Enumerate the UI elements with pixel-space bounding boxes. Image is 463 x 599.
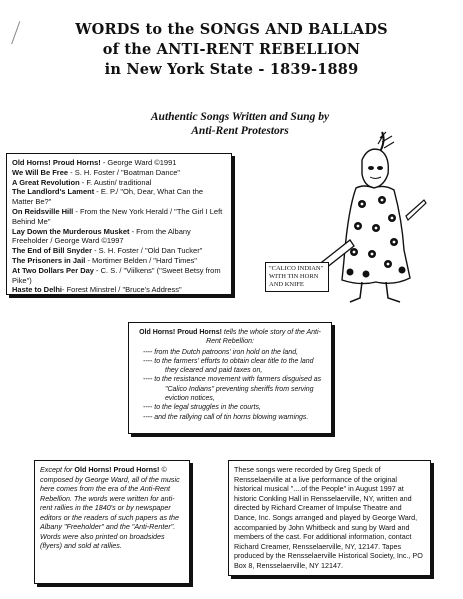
song-credit: - S. H. Foster / "Boatman Dance" <box>68 167 181 177</box>
story-intro-text: tells the whole story of the Anti-Rent Rebellion: <box>206 329 321 346</box>
subtitle-line-1: Authentic Songs Written and Sung by <box>150 111 330 123</box>
legs <box>350 282 400 302</box>
subtitle-line-2: Anti-Rent Protestors <box>191 125 289 137</box>
story-point: ---- to the legal struggles in the courts, <box>143 404 261 412</box>
song-credit: - George Ward ©1991 <box>100 158 177 167</box>
story-intro <box>135 328 325 347</box>
caption-line-1: "CALICO INDIAN" <box>269 265 324 272</box>
pen-mark <box>11 21 28 47</box>
song-credit: - From the Albany Freeholder / George Ward ©1997 <box>12 226 191 246</box>
story-point: ---- to the farmers' efforts to obtain clear title to the land they cleared and paid taxes on, <box>143 357 314 375</box>
song-title: The End of Bill Snyder <box>12 246 93 256</box>
music-origin-note <box>34 460 190 584</box>
song-item <box>12 227 226 247</box>
story-intro-title: Old Horns! Proud Horns! <box>139 329 222 336</box>
figure-caption <box>265 262 329 292</box>
song-title: At Two Dollars Per Day <box>12 265 94 275</box>
caption-line-3: AND KNIFE <box>269 281 304 288</box>
song-title: Lay Down the Murderous Musket <box>12 226 130 236</box>
page-title <box>60 20 403 80</box>
title-line-1: WORDS to the SONGS AND BALLADS <box>75 21 388 38</box>
song-credit: - Forest Minstrel / "Bruce's Address" <box>62 285 182 295</box>
song-title: The Landlord's Lament <box>12 187 95 197</box>
song-credit: - Mortimer Belden / "Hard Times" <box>85 255 197 265</box>
song-title: A Great Revolution <box>12 177 80 187</box>
song-title: Old Horns! Proud Horns! <box>12 158 101 167</box>
song-item <box>12 256 226 266</box>
song-list-box <box>6 153 232 295</box>
hood-head <box>362 149 388 188</box>
song-item <box>12 168 226 178</box>
song-title: The Prisoners in Jail <box>12 255 86 265</box>
story-point: ---- to the resistance movement with farmers disguised as "Calico Indians" preventing sheriffs from serving eviction notices, <box>143 376 322 403</box>
recording-info-note <box>228 460 431 576</box>
title-line-3: in New York State - 1839-1889 <box>104 61 359 78</box>
song-item <box>12 266 226 286</box>
caption-line-2: WITH TIN HORN <box>269 273 319 280</box>
note-prefix: Except for <box>40 465 75 474</box>
song-credit: - F. Austin/ traditional <box>79 177 152 187</box>
song-item <box>12 285 226 295</box>
note-song-title: Old Horns! Proud Horns! <box>74 465 160 474</box>
song-credit: - E. P./ "Oh, Dear, What Can the Matter Be?" <box>12 187 204 207</box>
calico-indian-illustration <box>320 130 430 305</box>
knife <box>406 200 426 220</box>
story-point: ---- from the Dutch patroons' iron hold on the land, <box>143 348 299 356</box>
note-text: © composed by George Ward, all of the music here comes from the era of the Anti-Rent Rebellion. The words were written for anti-rent rallies in the 1840's or by newspaper editors or the readers of such papers as the Albany "Freeholder" and the "Anti-Renter". Words were also printed on broadsides (flyers) and sold at rallies. <box>40 465 180 550</box>
story-box <box>128 322 332 434</box>
feather-headdress <box>378 132 394 152</box>
song-credit: - C. S. / "Viilkens" ("Sweet Betsy from Pike") <box>12 265 221 285</box>
song-item <box>12 187 226 207</box>
song-title: We Will Be Free <box>12 167 69 177</box>
song-credit: - From the New York Herald / "The Girl I Left Behind Me" <box>12 206 223 226</box>
song-item <box>12 207 226 227</box>
story-point: ---- and the rallying call of tin horns blowing warnings. <box>143 413 309 421</box>
recording-text: These songs were recorded by Greg Speck of Rensselaerville at a live performance of the original historical musical "....of the People" in August 1997 at historic Conkling Hall in Rensselaerville, NY, written and directed by Richard Creamer of Impulse Theatre and Dance, Inc. Songs arranged and played by George Ward, accompanied by John Whitbeck and sung by Ward and members of the cast. For additional information, contact Richard Creamer, Rensselaerville, NY, 12147. Tapes produced by the Rensselaerville Historical Society, Inc., PO Box 8, Rensselaerville, NY 12147. <box>234 465 423 570</box>
song-item <box>12 178 226 188</box>
song-title: Haste to Delhi <box>12 285 63 295</box>
title-line-2: of the ANTI-RENT REBELLION <box>102 41 361 58</box>
song-credit: - S. H. Foster / "Old Dan Tucker" <box>92 246 203 256</box>
song-item <box>12 158 226 168</box>
song-title: On Reidsville Hill <box>12 206 74 216</box>
song-item <box>12 246 226 256</box>
